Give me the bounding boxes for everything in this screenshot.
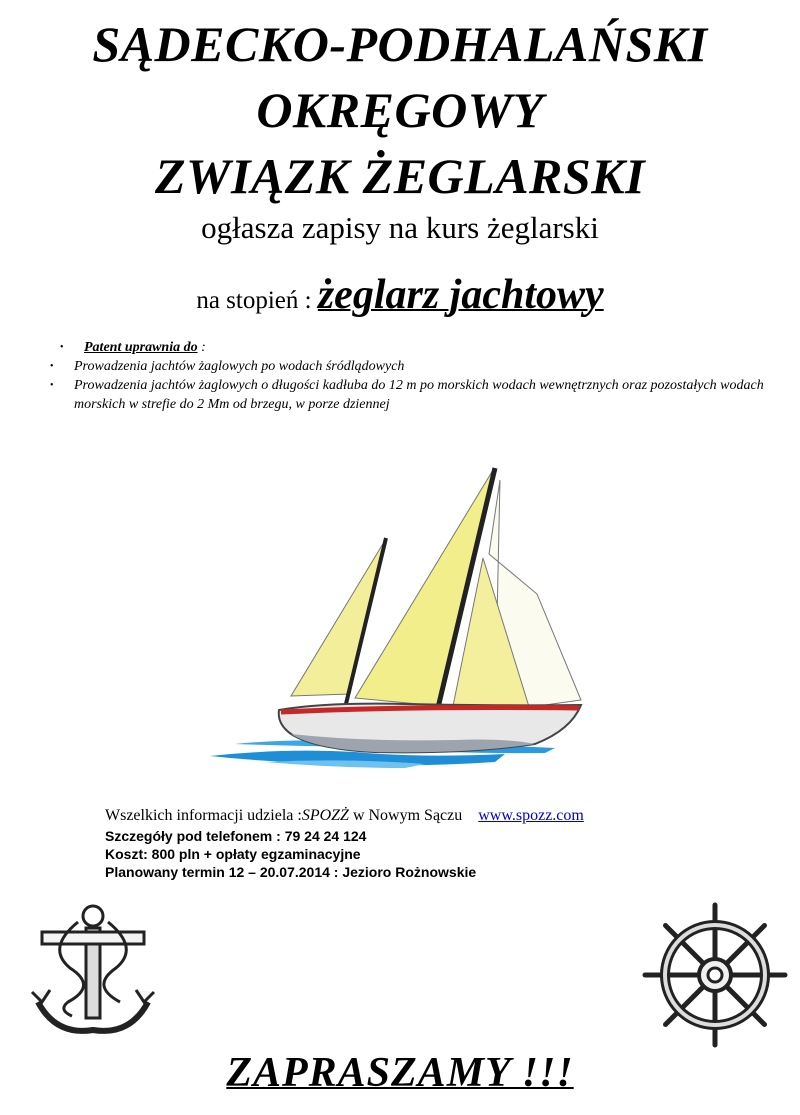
hull [279,704,581,753]
title-line-1: SĄDECKO-PODHALAŃSKI [92,16,708,72]
list-item [50,376,770,414]
list-item-text: Prowadzenia jachtów żaglowych o długości kadłuba do 12 m po morskich wodach wewnętrznych oraz pozostałych wodach morskich w strefie do 2 Mm od brzegu, w porze dziennej [74,378,764,412]
website-link[interactable]: www.spozz.com [478,807,584,824]
info-location: w Nowym Sączu [348,807,463,824]
contact-info [105,805,755,881]
info-line [105,805,755,827]
patent-label: Patent uprawnia do [84,340,198,355]
list-item [50,357,770,376]
degree-prefix: na stopień : [196,287,318,314]
degree-line [0,270,800,326]
phone-line: Szczegóły pod telefonem : 79 24 24 124 [105,828,367,844]
sailboat-illustration [205,462,595,772]
title-line-3: ZWIĄZK ŻEGLARSKI [154,148,646,204]
subtitle: ogłasza zapisy na kurs żeglarski [201,210,599,245]
bullet-icon: • [50,380,54,391]
info-prefix: Wszelkich informacji udziela : [105,807,302,824]
term-line: Planowany termin 12 – 20.07.2014 : Jezioro Rożnowskie [105,864,477,880]
list-item [50,338,770,357]
ship-wheel-icon [640,900,790,1050]
invitation: ZAPRASZAMY !!! [226,1050,574,1096]
list-item-text: Prowadzenia jachtów żaglowych po wodach śródlądowych [74,359,405,374]
bullet-icon: • [50,361,54,372]
patent-suffix: : [197,340,206,355]
anchor-icon [28,898,158,1038]
bullet-icon: • [60,342,64,353]
sails [291,470,581,712]
patent-list [50,338,770,414]
title-line-2: OKRĘGOWY [256,82,544,138]
degree-name: żeglarz jachtowy [317,272,604,318]
cost-line: Koszt: 800 pln + opłaty egzaminacyjne [105,846,361,862]
organization-name: SPOZŻ [301,807,349,824]
